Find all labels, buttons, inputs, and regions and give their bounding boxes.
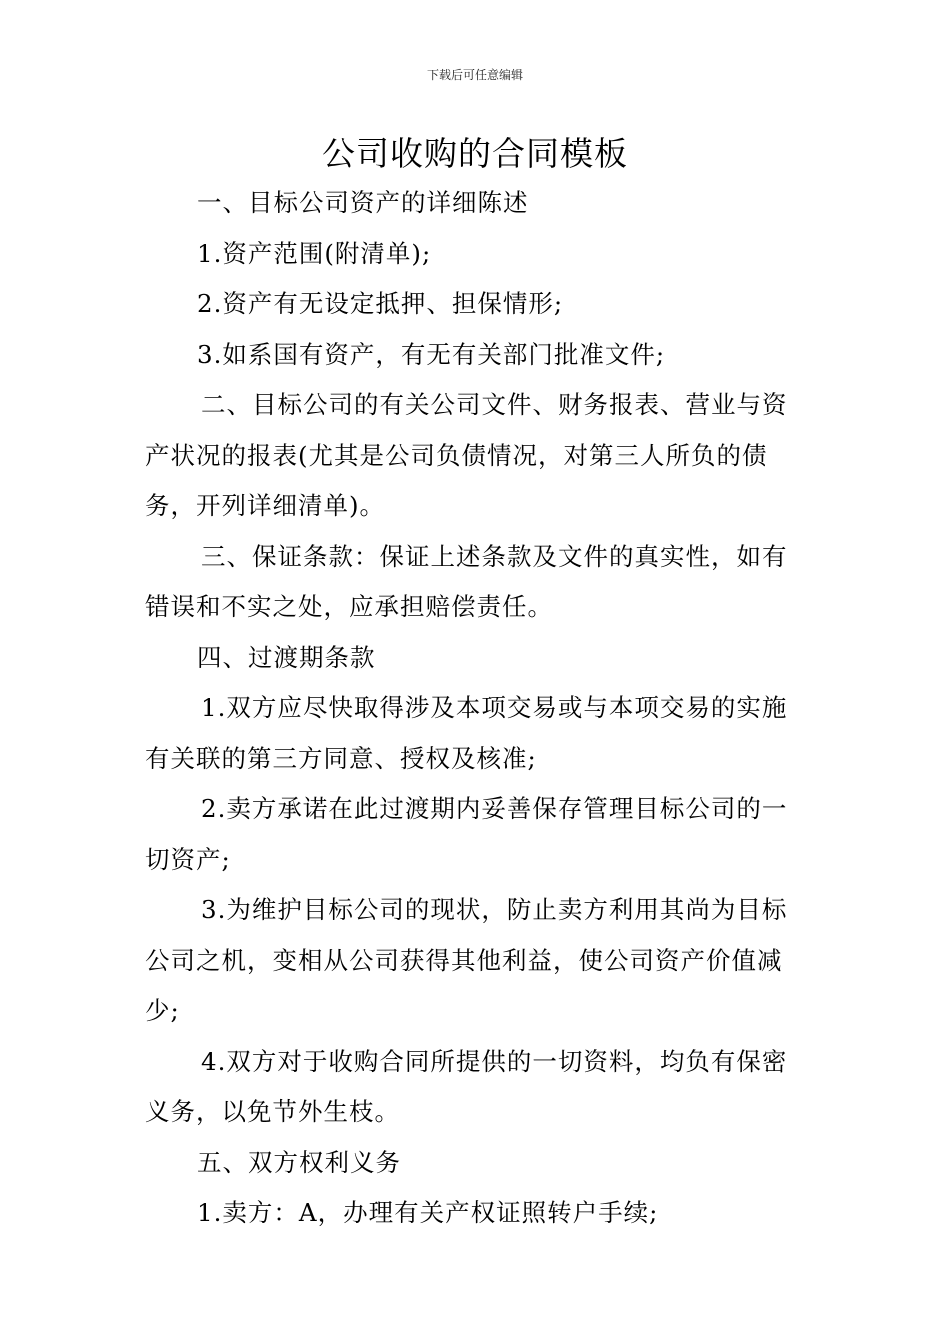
header-note: 下载后可任意编辑 xyxy=(426,68,523,82)
section-heading-2: 二、目标公司的有关公司文件、财务报表、营业与资产状况的报表(尤其是公司负债情况，对第三人所负的债务，开列详细清单)。 xyxy=(145,390,788,520)
section-heading-4: 四、过渡期条款 xyxy=(197,642,376,672)
paragraph: 1.双方应尽快取得涉及本项交易或与本项交易的实施有关联的第三方同意、授权及核准; xyxy=(145,693,788,773)
document-body xyxy=(145,178,810,1239)
paragraph: 4.双方对于收购合同所提供的一切资料，均负有保密义务，以免节外生枝。 xyxy=(145,1046,788,1126)
document-title: 公司收购的合同模板 xyxy=(322,134,628,173)
section-heading-1: 一、目标公司资产的详细陈述 xyxy=(197,188,529,217)
paragraph: 1.卖方：A，办理有关产权证照转户手续; xyxy=(197,1198,659,1227)
paragraph: 1.资产范围(附清单); xyxy=(197,238,432,268)
paragraph: 3.为维护目标公司的现状，防止卖方利用其尚为目标公司之机，变相从公司获得其他利益，使公司资产价值减少; xyxy=(145,895,788,1025)
paragraph: 2.卖方承诺在此过渡期内妥善保存管理目标公司的一切资产; xyxy=(145,794,788,874)
paragraph: 3.如系国有资产，有无有关部门批准文件; xyxy=(197,339,666,369)
paragraph: 2.资产有无设定抵押、担保情形; xyxy=(197,289,564,318)
section-heading-3: 三、保证条款：保证上述条款及文件的真实性，如有错误和不实之处，应承担赔偿责任。 xyxy=(145,541,788,621)
section-heading-5: 五、双方权利义务 xyxy=(197,1147,401,1177)
